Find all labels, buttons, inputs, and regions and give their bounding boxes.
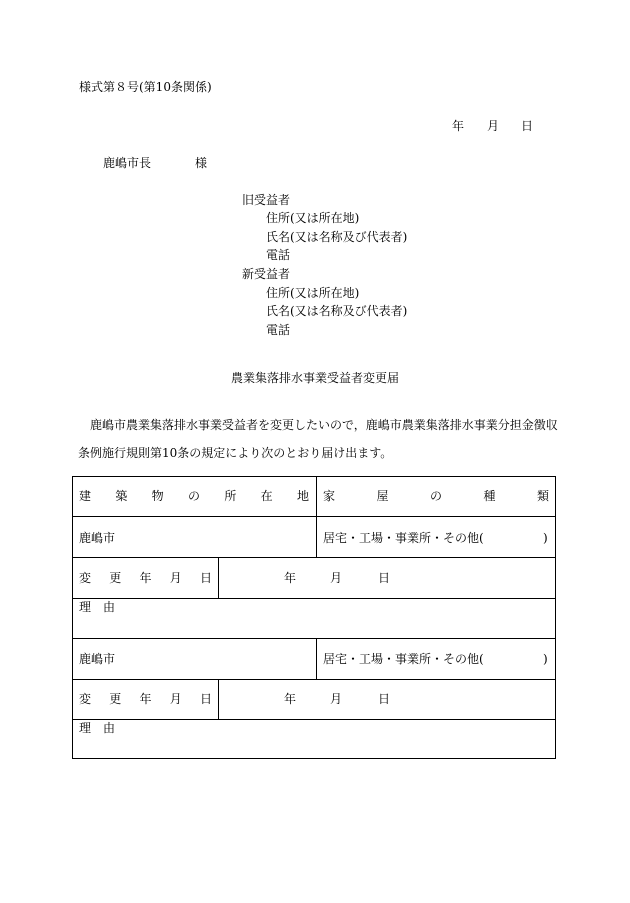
table-rule (73, 598, 555, 599)
new-beneficiary-address: 住所(又は所在地) (266, 286, 360, 300)
old-beneficiary-phone: 電話 (266, 248, 291, 262)
new-beneficiary-phone: 電話 (266, 323, 291, 337)
entry-1-year: 年 (284, 571, 297, 585)
entry-1-city: 鹿嶋市 (79, 531, 116, 545)
entry-1-month: 月 (330, 571, 343, 585)
entry-2-reason-label: 理 由 (79, 721, 116, 735)
new-beneficiary-label: 新受益者 (242, 267, 291, 281)
document-title: 農業集落排水事業受益者変更届 (231, 371, 400, 385)
header-building-location: 建 築 物 の 所 在 地 (79, 489, 309, 503)
table-rule (316, 638, 317, 679)
table-rule (73, 516, 555, 517)
body-line-2: 条例施行規則第10条の規定により次のとおり届け出ます。 (78, 446, 393, 460)
old-beneficiary-name: 氏名(又は名称及び代表者) (266, 230, 408, 244)
entry-1-change-date-label: 変 更 年 月 日 (79, 571, 212, 585)
date-year-label: 年 (452, 119, 465, 133)
date-day-label: 日 (521, 119, 534, 133)
change-form-table (72, 476, 556, 759)
old-beneficiary-label: 旧受益者 (242, 193, 291, 207)
old-beneficiary-address: 住所(又は所在地) (266, 211, 360, 225)
table-rule (316, 477, 317, 557)
entry-2-day: 日 (378, 692, 391, 706)
form-number: 様式第８号(第10条関係) (79, 80, 212, 94)
entry-2-year: 年 (284, 692, 297, 706)
entry-2-type-close: ) (543, 652, 548, 666)
table-rule (73, 679, 555, 680)
table-rule (73, 638, 555, 639)
entry-1-type-close: ) (543, 531, 548, 545)
entry-1-type-options: 居宅・工場・事業所・その他( (323, 531, 484, 545)
addressee-title: 鹿嶋市長 (103, 156, 152, 170)
entry-1-day: 日 (378, 571, 391, 585)
new-beneficiary-name: 氏名(又は名称及び代表者) (266, 304, 408, 318)
entry-2-city: 鹿嶋市 (79, 652, 116, 666)
table-rule (218, 679, 219, 719)
table-rule (218, 557, 219, 598)
table-rule (73, 557, 555, 558)
table-rule (73, 719, 555, 720)
entry-2-month: 月 (330, 692, 343, 706)
addressee-honorific: 様 (195, 156, 208, 170)
body-line-1: 鹿嶋市農業集落排水事業受益者を変更したいので，鹿嶋市農業集落排水事業分担金徴収 (90, 418, 558, 432)
entry-1-reason-label: 理 由 (79, 600, 116, 614)
entry-2-type-options: 居宅・工場・事業所・その他( (323, 652, 484, 666)
date-month-label: 月 (487, 119, 500, 133)
header-house-type: 家 屋 の 種 類 (323, 489, 549, 503)
entry-2-change-date-label: 変 更 年 月 日 (79, 692, 212, 706)
